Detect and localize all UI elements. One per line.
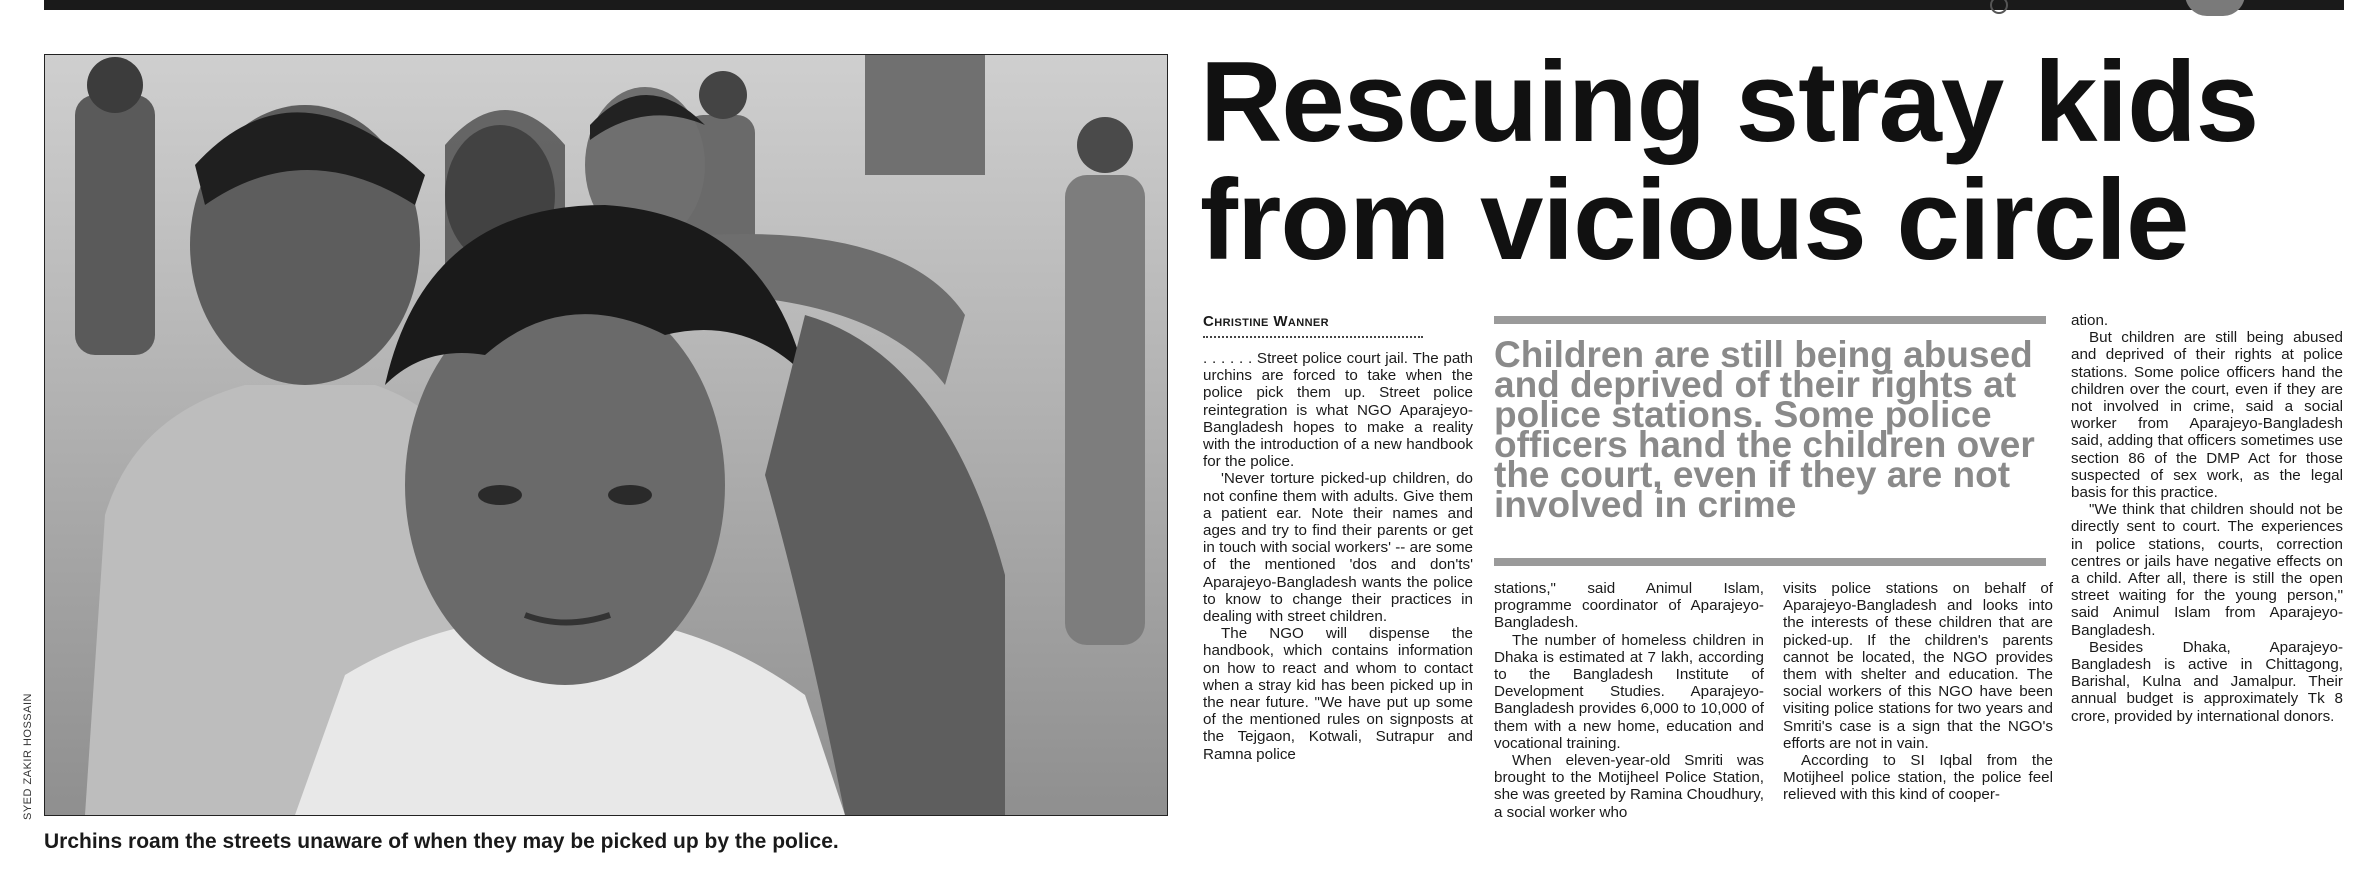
pull-quote-rule-bottom (1494, 558, 2046, 566)
byline: Christine Wanner (1203, 313, 1330, 330)
photo-caption: Urchins roam the streets unaware of when they may be picked up by the police. (44, 830, 839, 853)
article-column-2 (1494, 580, 1764, 852)
paragraph: Besides Dhaka, Aparajeyo-Bangladesh is active in Chittagong, Barishal, Kulna and Jamalpur. Their annual budget is approximately Tk 8 crore, provided by international donors. (2071, 638, 2343, 725)
pull-quote: Children are still being abused and deprived of their rights at police stations. Some police officers hand the children over the court, even if they are not involved in crime (1494, 334, 2035, 525)
headline (1200, 39, 2360, 284)
paragraph: . . . . . . Street police court jail. The path urchins are forced to take when the police pick them up. Street police reintegration is what NGO Aparajeyo-Bangladesh hopes to make a reality with the introduction of a new handbook for the police. (1203, 350, 1473, 471)
page-ornament (2185, 0, 2245, 16)
paragraph: But children are still being abused and deprived of their rights at police stations. Some police officers hand the children over the court, even if they are not involved in crime, said a social worker from Aparajeyo-Bangladesh said, adding that officers sometimes use section 86 of the DMP Act for those suspected of sex work, as the legal basis for this practice. (2071, 329, 2343, 502)
paragraph: 'Never torture picked-up children, do not confine them with adults. Give them a patient ear. Note their names and ages and try to find their parents or get in touch with social workers' -- are some of the mentioned 'dos and don'ts' Aparajeyo-Bangladesh wants the police to know to change their practices in dealing with street children. (1203, 470, 1473, 626)
paragraph: visits police stations on behalf of Aparajeyo-Bangladesh and looks into the interests of these children that are picked-up. If the children's parents cannot be located, the NGO provides them with shelter and education. The social workers of this NGO have been visiting police stations for two years and Smriti's case is a sign that the NGO's efforts are not in vain. (1783, 580, 2053, 752)
page-ornament-small (1990, 0, 2008, 14)
article-column-3 (1783, 580, 2053, 852)
paragraph: When eleven-year-old Smriti was brought to the Motijheel Police Station, she was greeted by Ramina Choudhury, a social worker who (1494, 752, 1764, 821)
paragraph: stations," said Animul Islam, programme coordinator of Aparajeyo-Bangladesh. (1494, 580, 1764, 632)
headline-line-2: from vicious circle (1200, 157, 2189, 284)
paragraph: The NGO will dispense the handbook, which contains information on how to react and whom to contact when a stray kid has been picked up in the near future. "We have put up some of the mentioned rules on signposts at the Tejgaon, Kotwali, Sutrapur and Ramna police (1203, 625, 1473, 763)
photo-credit: SYED ZAKIR HOSSAIN (22, 693, 34, 820)
paragraph: ation. (2071, 312, 2109, 329)
byline-divider (1203, 336, 1423, 338)
pull-quote-rule-top (1494, 316, 2046, 324)
headline-line-1: Rescuing stray kids (1200, 39, 2259, 166)
article-column-1 (1203, 350, 1473, 860)
paragraph: "We think that children should not be directly sent to court. The experiences in police stations, courts, correction centres or jails have negative effects on a child. After all, there is still the open street waiting for the young person," said Animul Islam from Aparajeyo-Bangladesh. (2071, 501, 2343, 639)
article-column-4 (2071, 312, 2343, 852)
paragraph: According to SI Iqbal from the Motijheel police station, the police feel relieved with this kind of cooper- (1783, 752, 2053, 804)
paragraph: The number of homeless children in Dhaka is estimated at 7 lakh, according to the Bangladesh Institute of Development Studies. Aparajeyo-Bangladesh provides 6,000 to 10,000 of them with a new home, education and vocational training. (1494, 631, 1764, 752)
news-photo (44, 54, 1168, 816)
